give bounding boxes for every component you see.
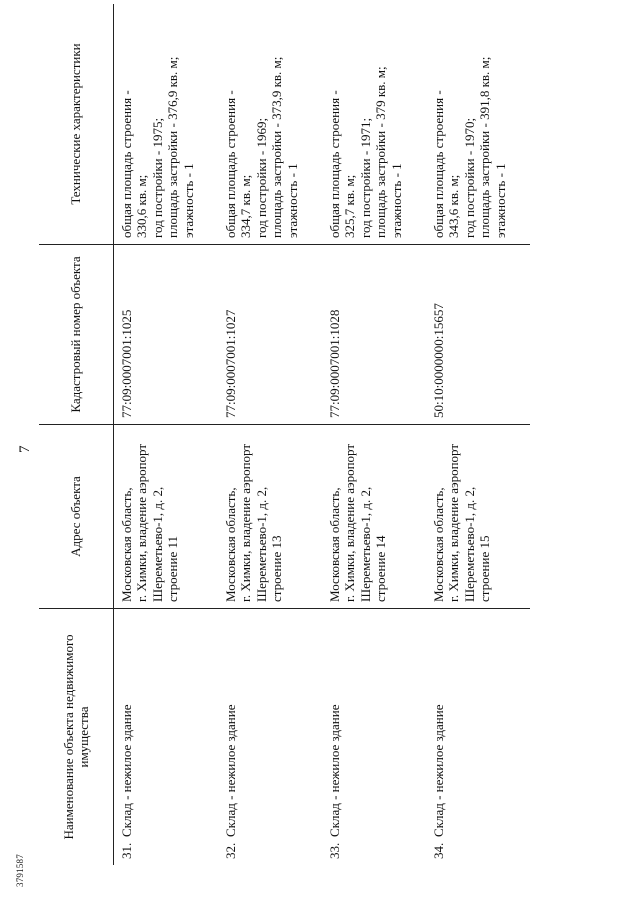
- object-name: Склад - нежилое здание: [223, 704, 238, 837]
- cell-name: [218, 609, 322, 866]
- table-row: [114, 4, 219, 865]
- header-cadastral: Кадастровый номер объекта: [39, 245, 114, 425]
- cell-technical: общая площадь строения - 325,7 кв. м; год постройки - 1971; площадь застройки - 379 кв. м; этажность - 1: [322, 4, 426, 245]
- cell-technical: общая площадь строения - 343,6 кв. м; год постройки - 1970; площадь застройки - 391,8 кв. м; этажность - 1: [426, 4, 530, 245]
- row-number: 34.: [431, 842, 446, 859]
- table-row: [322, 4, 426, 865]
- cell-name: [426, 609, 530, 866]
- object-name: Склад - нежилое здание: [119, 704, 134, 837]
- cell-cadastral: 77:09:0007001:1025: [114, 245, 219, 425]
- row-number: 32.: [223, 842, 238, 859]
- row-number: 33.: [327, 842, 342, 859]
- cell-name: [114, 609, 219, 866]
- object-name: Склад - нежилое здание: [431, 704, 446, 837]
- document-code: 3791587: [15, 854, 25, 887]
- table-header: [39, 4, 114, 865]
- header-address: Адрес объекта: [39, 425, 114, 609]
- cell-address: Московская область, г. Химки, владение аэропорт Шереметьево-1, д. 2, строение 15: [426, 425, 530, 609]
- cell-technical: общая площадь строения - 334,7 кв. м; год постройки - 1969; площадь застройки - 373,9 кв. м; этажность - 1: [218, 4, 322, 245]
- cell-technical: общая площадь строения - 330,6 кв. м; год постройки - 1975; площадь застройки - 376,9 кв. м; этажность - 1: [114, 4, 219, 245]
- property-table: [39, 4, 530, 865]
- cell-cadastral: 77:09:0007001:1027: [218, 245, 322, 425]
- object-name: Склад - нежилое здание: [327, 704, 342, 837]
- header-name: Наименование объекта недвижимого имущества: [39, 609, 114, 866]
- table-body: [114, 4, 531, 865]
- header-technical: Технические характеристики: [39, 4, 114, 245]
- cell-cadastral: 50:10:0000000:15657: [426, 245, 530, 425]
- cell-address: Московская область, г. Химки, владение аэропорт Шереметьево-1, д. 2, строение 11: [114, 425, 219, 609]
- cell-address: Московская область, г. Химки, владение аэропорт Шереметьево-1, д. 2, строение 13: [218, 425, 322, 609]
- table-row: [426, 4, 530, 865]
- row-number: 31.: [119, 842, 134, 859]
- table-row: [218, 4, 322, 865]
- cell-address: Московская область, г. Химки, владение аэропорт Шереметьево-1, д. 2, строение 14: [322, 425, 426, 609]
- cell-cadastral: 77:09:0007001:1028: [322, 245, 426, 425]
- cell-name: [322, 609, 426, 866]
- page-number: 7: [17, 445, 33, 453]
- header-row: [39, 4, 114, 865]
